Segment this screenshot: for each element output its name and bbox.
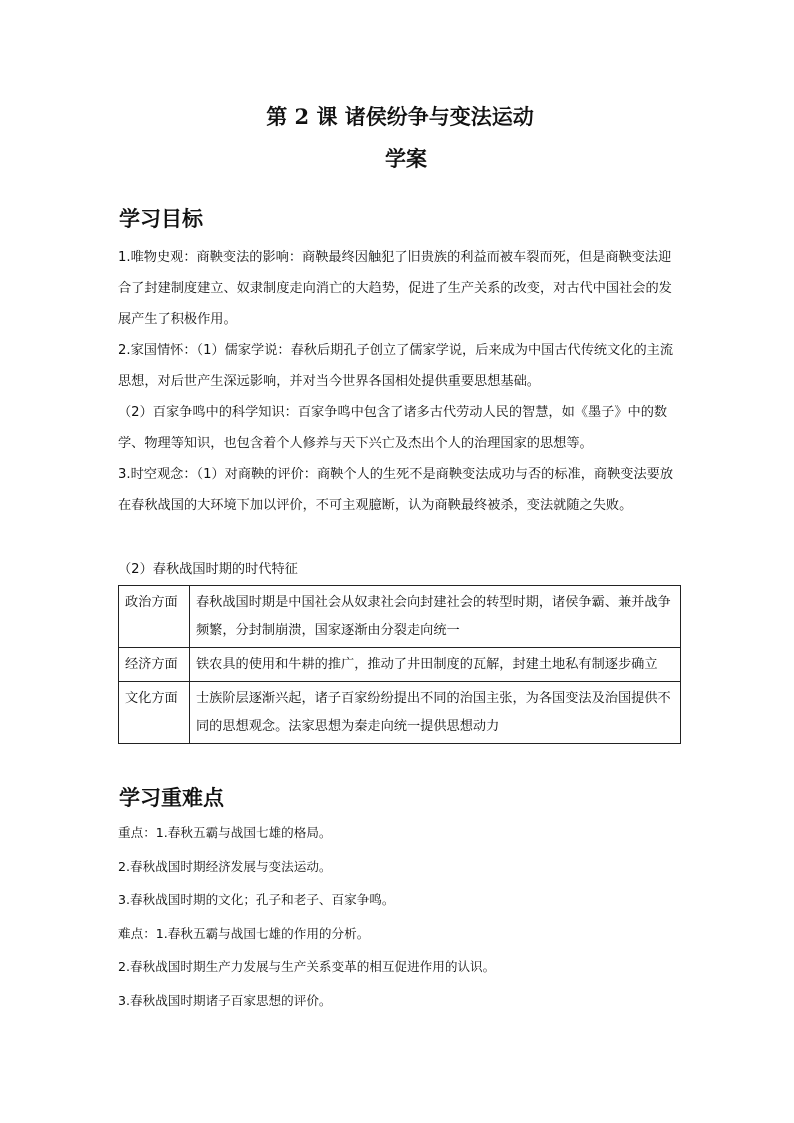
goal-paragraph: 1.唯物史观：商鞅变法的影响：商鞅最终因触犯了旧贵族的利益而被车裂而死，但是商鞅变法迎合了封建制度建立、奴隶制度走向消亡的大趋势，促进了生产关系的改变，对古代中国社会的发展产生了积极作用。: [118, 250, 672, 327]
table-row: [119, 586, 681, 648]
table-row: [119, 682, 681, 744]
goal-paragraph: （2）百家争鸣中的科学知识：百家争鸣中包含了诸多古代劳动人民的智慧，如《墨子》中的数学、物理等知识，也包含着个人修养与天下兴亡及杰出个人的治理国家的思想等。: [118, 405, 668, 451]
era-features-table: [118, 585, 681, 744]
table-cell-aspect: 文化方面: [119, 682, 190, 744]
key-point-line: 3.春秋战国时期的文化；孔子和老子、百家争鸣。: [118, 892, 395, 907]
table-cell-content: 士族阶层逐渐兴起，诸子百家纷纷提出不同的治国主张，为各国变法及治国提供不同的思想观念。法家思想为秦走向统一提供思想动力: [190, 682, 681, 744]
goal-paragraph: 3.时空观念：（1）对商鞅的评价：商鞅个人的生死不是商鞅变法成功与否的标准，商鞅变法要放在春秋战国的大环境下加以评价，不可主观臆断，认为商鞅最终被杀，变法就随之失败。: [118, 467, 674, 513]
key-point-line: 难点：1.春秋五霸与战国七雄的作用的分析。: [118, 925, 370, 941]
table-row: [119, 648, 681, 682]
lesson-title: 第 2 课 诸侯纷争与变法运动: [266, 104, 534, 129]
key-point-line: 2.春秋战国时期经济发展与变法运动。: [118, 858, 332, 874]
table-cell-content: 春秋战国时期是中国社会从奴隶社会向封建社会的转型时期，诸侯争霸、兼并战争频繁，分封制崩溃，国家逐渐由分裂走向统一: [190, 586, 681, 648]
key-point-line: 重点：1.春秋五霸与战国七雄的格局。: [118, 825, 332, 840]
key-points-body: [118, 816, 678, 1017]
table-caption: （2）春秋战国时期的时代特征: [118, 562, 298, 577]
goals-body: [118, 242, 678, 521]
goal-paragraph: 2.家国情怀：（1）儒家学说：春秋后期孔子创立了儒家学说，后来成为中国古代传统文化的主流思想，对后世产生深远影响，并对当今世界各国相处提供重要思想基础。: [118, 343, 674, 389]
section-heading-key-points: 学习重难点: [119, 785, 224, 810]
table-cell-aspect: 经济方面: [119, 648, 190, 682]
table-cell-content: 铁农具的使用和牛耕的推广，推动了井田制度的瓦解，封建土地私有制逐步确立: [190, 648, 681, 682]
lesson-subtitle: 学案: [385, 146, 427, 171]
section-heading-goals: 学习目标: [119, 206, 203, 231]
key-point-line: 2.春秋战国时期生产力发展与生产关系变革的相互促进作用的认识。: [118, 959, 496, 974]
key-point-line: 3.春秋战国时期诸子百家思想的评价。: [118, 992, 332, 1008]
table-cell-aspect: 政治方面: [119, 586, 190, 648]
